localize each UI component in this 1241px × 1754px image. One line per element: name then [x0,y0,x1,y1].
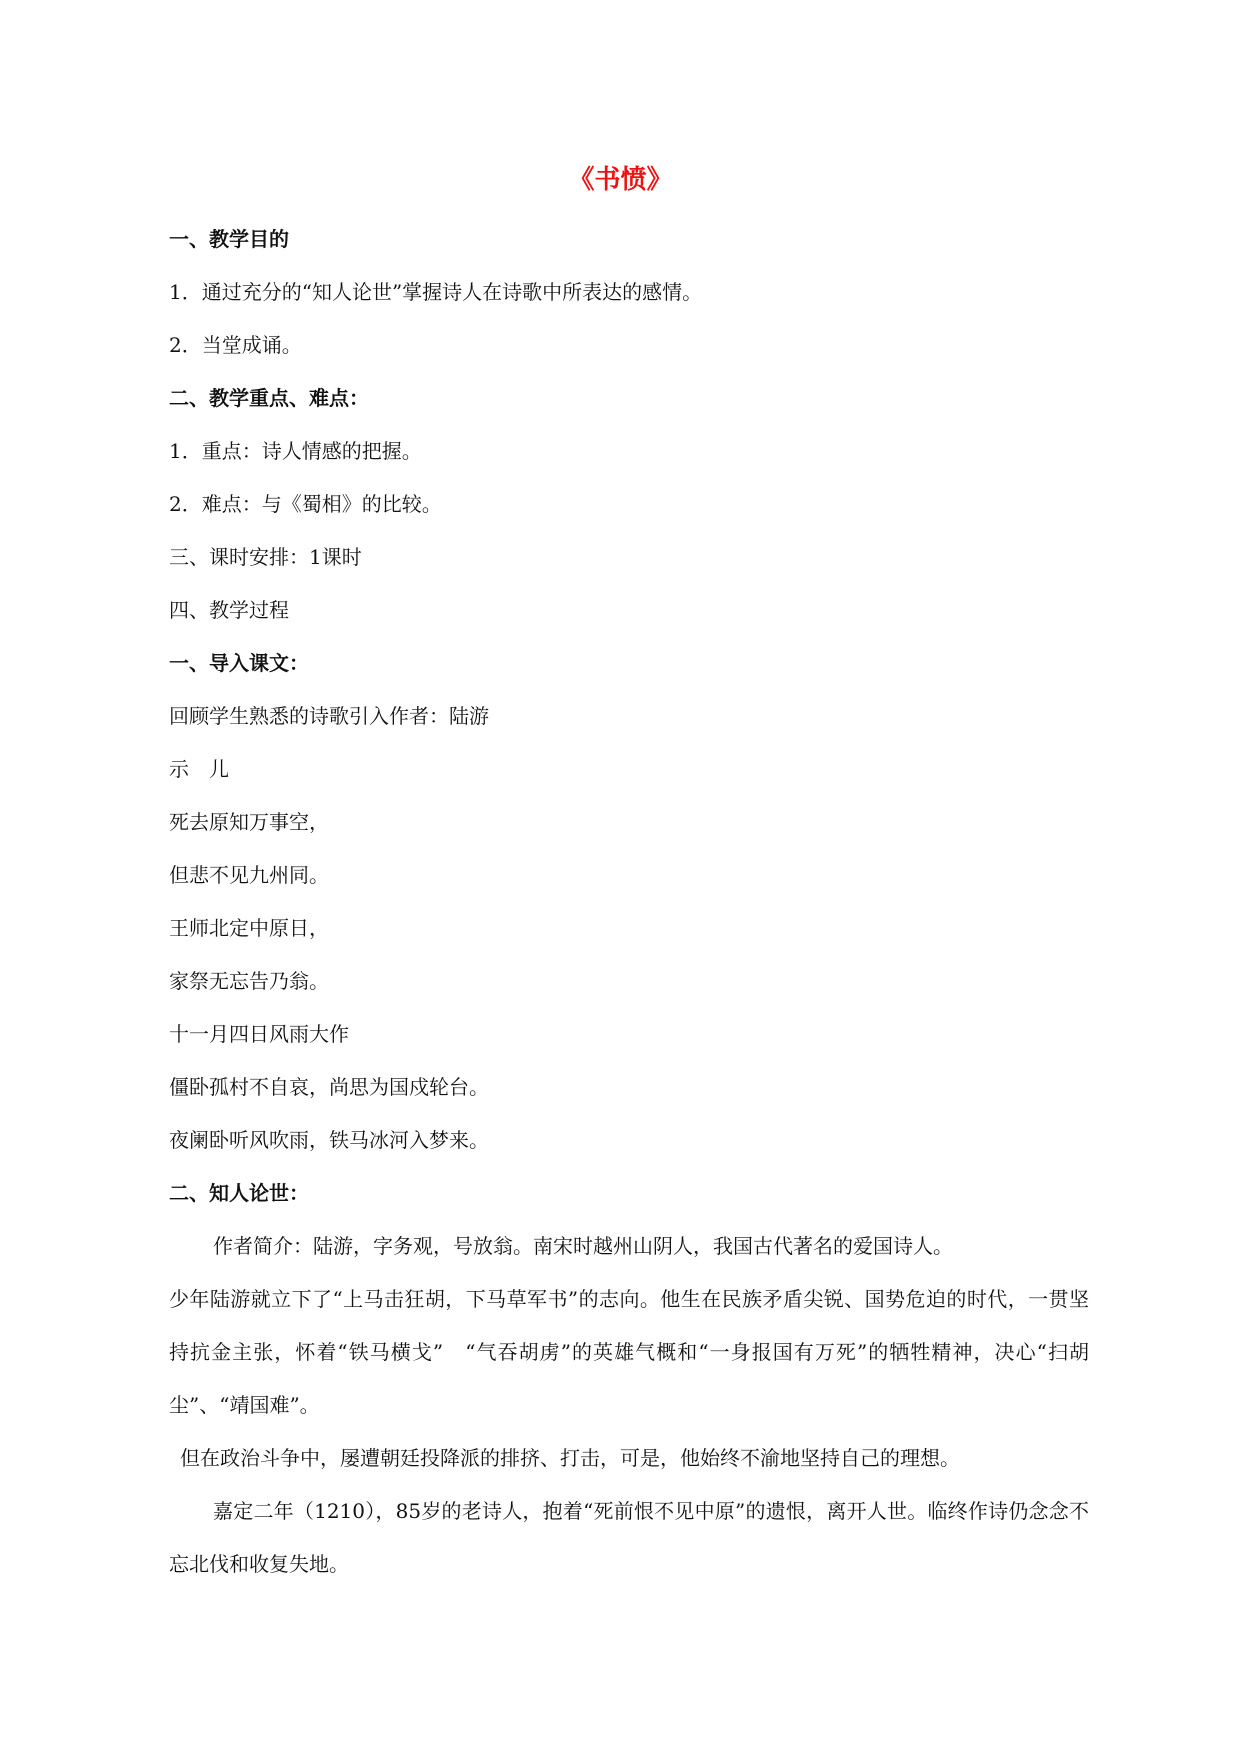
poem-title-shi-er: 示 儿 [169,757,229,781]
biography-paragraph-4: 嘉定二年（1210），85岁的老诗人，抱着“死前恨不见中原”的遗恨，离开人世。临终作诗仍念念不忘北伐和收复失地。 [169,1499,1089,1576]
key-point-item-1: 1．重点：诗人情感的把握。 [169,439,422,463]
biography-paragraph-2: 少年陆游就立下了“上马击狂胡，下马草军书”的志向。他生在民族矛盾尖锐、国势危迫的时代，一贯坚持抗金主张，怀着“铁马横戈” “气吞胡虏”的英雄气概和“一身报国有万死”的牺牲精神，决心“扫胡尘”、“靖国难”。 [169,1287,1089,1417]
page-title: 《书愤》 [568,165,673,195]
section-heading-objectives: 一、教学目的 [169,227,289,251]
objective-item-1: 1．通过充分的“知人论世”掌握诗人在诗歌中所表达的感情。 [169,280,703,304]
biography-paragraph-3: 但在政治斗争中，屡遭朝廷投降派的排挤、打击，可是，他始终不渝地坚持自己的理想。 [180,1446,960,1470]
section-schedule: 三、课时安排：1课时 [169,545,362,569]
section-heading-biography: 二、知人论世： [169,1181,309,1205]
biography-paragraph-1: 作者简介：陆游，字务观，号放翁。南宋时越州山阴人，我国古代著名的爱国诗人。 [213,1234,953,1258]
poem-line: 死去原知万事空， [169,810,329,834]
section-heading-intro: 一、导入课文： [169,651,309,675]
objective-item-2: 2．当堂成诵。 [169,333,302,357]
poem-line: 夜阑卧听风吹雨，铁马冰河入梦来。 [169,1128,489,1152]
key-point-item-2: 2．难点：与《蜀相》的比较。 [169,492,442,516]
poem-line: 王师北定中原日， [169,916,329,940]
intro-lead-text: 回顾学生熟悉的诗歌引入作者：陆游 [169,704,489,728]
poem-line: 但悲不见九州同。 [169,863,329,887]
poem-title-storm: 十一月四日风雨大作 [169,1022,349,1046]
section-process: 四、教学过程 [169,598,289,622]
poem-line: 僵卧孤村不自哀，尚思为国戍轮台。 [169,1075,489,1099]
section-heading-key-points: 二、教学重点、难点： [169,386,369,410]
poem-line: 家祭无忘告乃翁。 [169,969,329,993]
